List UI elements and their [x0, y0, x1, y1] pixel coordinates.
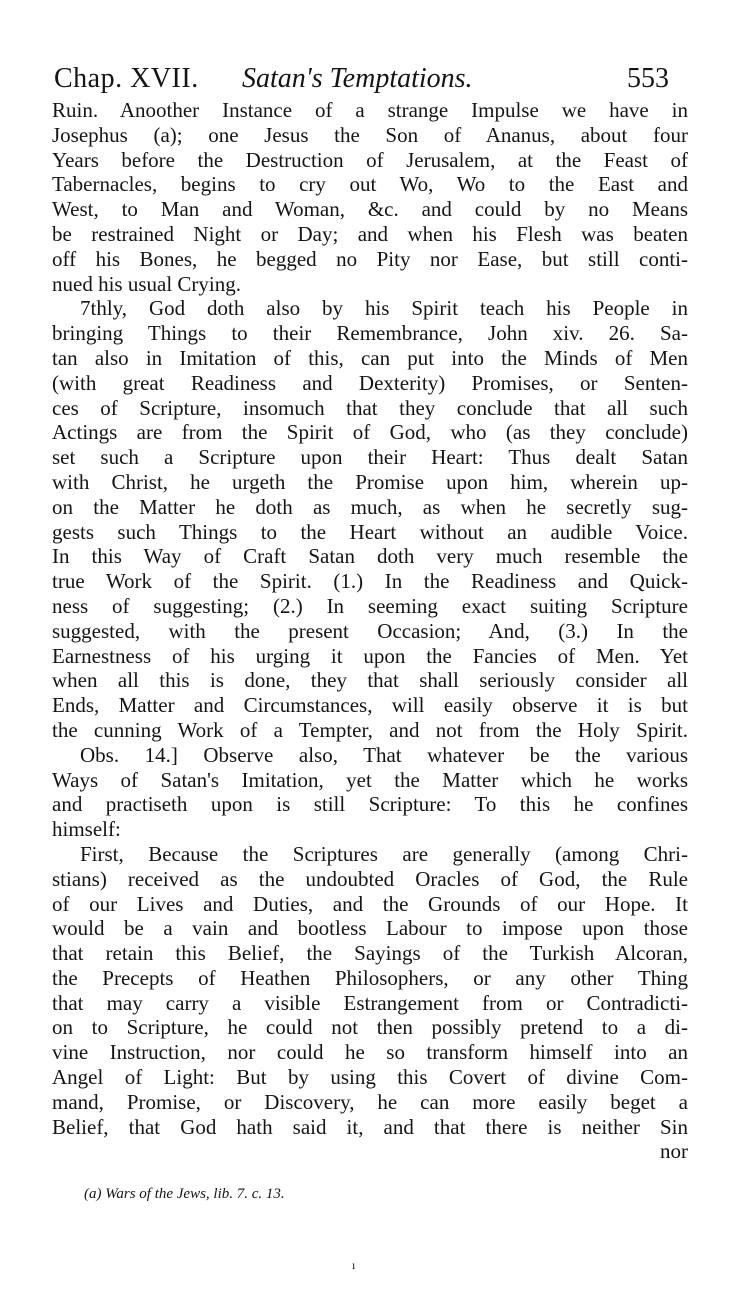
- text-line: Josephus (a); one Jesus the Son of Ananus, about four: [52, 122, 688, 147]
- text-line: First, Because the Scriptures are generally (among Chri-: [80, 841, 688, 866]
- text-line: (with great Readiness and Dexterity) Promises, or Senten-: [52, 370, 688, 395]
- text-line: nued his usual Crying.: [52, 271, 241, 296]
- text-line: when all this is done, they that shall seriously consider all: [52, 668, 688, 693]
- text-line: ness of suggesting; (2.) In seeming exact suiting Scripture: [52, 593, 688, 618]
- running-header: [54, 60, 684, 98]
- text-line: Angel of Light: But by using this Covert of divine Com-: [52, 1065, 688, 1090]
- text-line: be restrained Night or Day; and when his Flesh was beaten: [52, 221, 688, 246]
- text-line: In this Way of Craft Satan doth very much resemble the: [52, 544, 688, 569]
- text-line: Tabernacles, begins to cry out Wo, Wo to the East and: [52, 172, 688, 197]
- text-line: Years before the Destruction of Jerusalem, at the Feast of: [52, 147, 688, 172]
- text-line: tan also in Imitation of this, can put into the Minds of Men: [52, 345, 688, 370]
- text-line: himself:: [52, 817, 121, 842]
- text-line: ces of Scripture, insomuch that they conclude that all such: [52, 395, 688, 420]
- running-title: Satan's Temptations.: [242, 63, 473, 94]
- text-line: Actings are from the Spirit of God, who (as they conclude): [52, 420, 688, 445]
- text-line: of our Lives and Duties, and the Grounds of our Hope. It: [52, 891, 688, 916]
- text-line: 7thly, God doth also by his Spirit teach his People in: [80, 296, 688, 321]
- text-line: West, to Man and Woman, &c. and could by no Means: [52, 197, 688, 222]
- text-line: Ends, Matter and Circumstances, will easily observe it is but: [52, 693, 688, 718]
- catchword: nor: [660, 1139, 688, 1164]
- text-line: true Work of the Spirit. (1.) In the Readiness and Quick-: [52, 569, 688, 594]
- text-line: mand, Promise, or Discovery, he can more easily beget a: [52, 1089, 688, 1114]
- text-line: suggested, with the present Occasion; And, (3.) In the: [52, 618, 688, 643]
- text-line: stians) received as the undoubted Oracles of God, the Rule: [52, 866, 688, 891]
- text-line: off his Bones, he begged no Pity nor Ease, but still conti-: [52, 246, 688, 271]
- text-line: vine Instruction, nor could he so transform himself into an: [52, 1040, 688, 1065]
- text-line: would be a vain and bootless Labour to impose upon those: [52, 916, 688, 941]
- text-line: and practiseth upon is still Scripture: To this he confines: [52, 792, 688, 817]
- text-line: gests such Things to the Heart without an audible Voice.: [52, 519, 688, 544]
- text-line: that may carry a visible Estrangement from or Contradicti-: [52, 990, 688, 1015]
- text-line: set such a Scripture upon their Heart: Thus dealt Satan: [52, 445, 688, 470]
- page-number: 553: [627, 63, 669, 94]
- text-line: Ways of Satan's Imitation, yet the Matter which he works: [52, 767, 688, 792]
- body-text: [52, 98, 688, 1164]
- chapter-heading: Chap. XVII.: [54, 63, 199, 94]
- text-line: bringing Things to their Remembrance, John xiv. 26. Sa-: [52, 321, 688, 346]
- text-line: the Precepts of Heathen Philosophers, or any other Thing: [52, 965, 688, 990]
- text-line: the cunning Work of a Tempter, and not from the Holy Spirit.: [52, 717, 688, 742]
- text-line: Earnestness of his urging it upon the Fancies of Men. Yet: [52, 643, 688, 668]
- text-line: with Christ, he urgeth the Promise upon him, wherein up-: [52, 469, 688, 494]
- printer-mark: ı: [352, 1258, 356, 1272]
- text-line: that retain this Belief, the Sayings of the Turkish Alcoran,: [52, 941, 688, 966]
- text-line: Obs. 14.] Observe also, That whatever be the various: [80, 742, 688, 767]
- text-line: Belief, that God hath said it, and that there is neither Sin: [52, 1114, 688, 1139]
- footnote: (a) Wars of the Jews, lib. 7. c. 13.: [84, 1186, 285, 1202]
- text-line: on the Matter he doth as much, as when he secretly sug-: [52, 494, 688, 519]
- text-line: on to Scripture, he could not then possibly pretend to a di-: [52, 1015, 688, 1040]
- text-line: Ruin. Anoother Instance of a strange Impulse we have in: [52, 98, 688, 122]
